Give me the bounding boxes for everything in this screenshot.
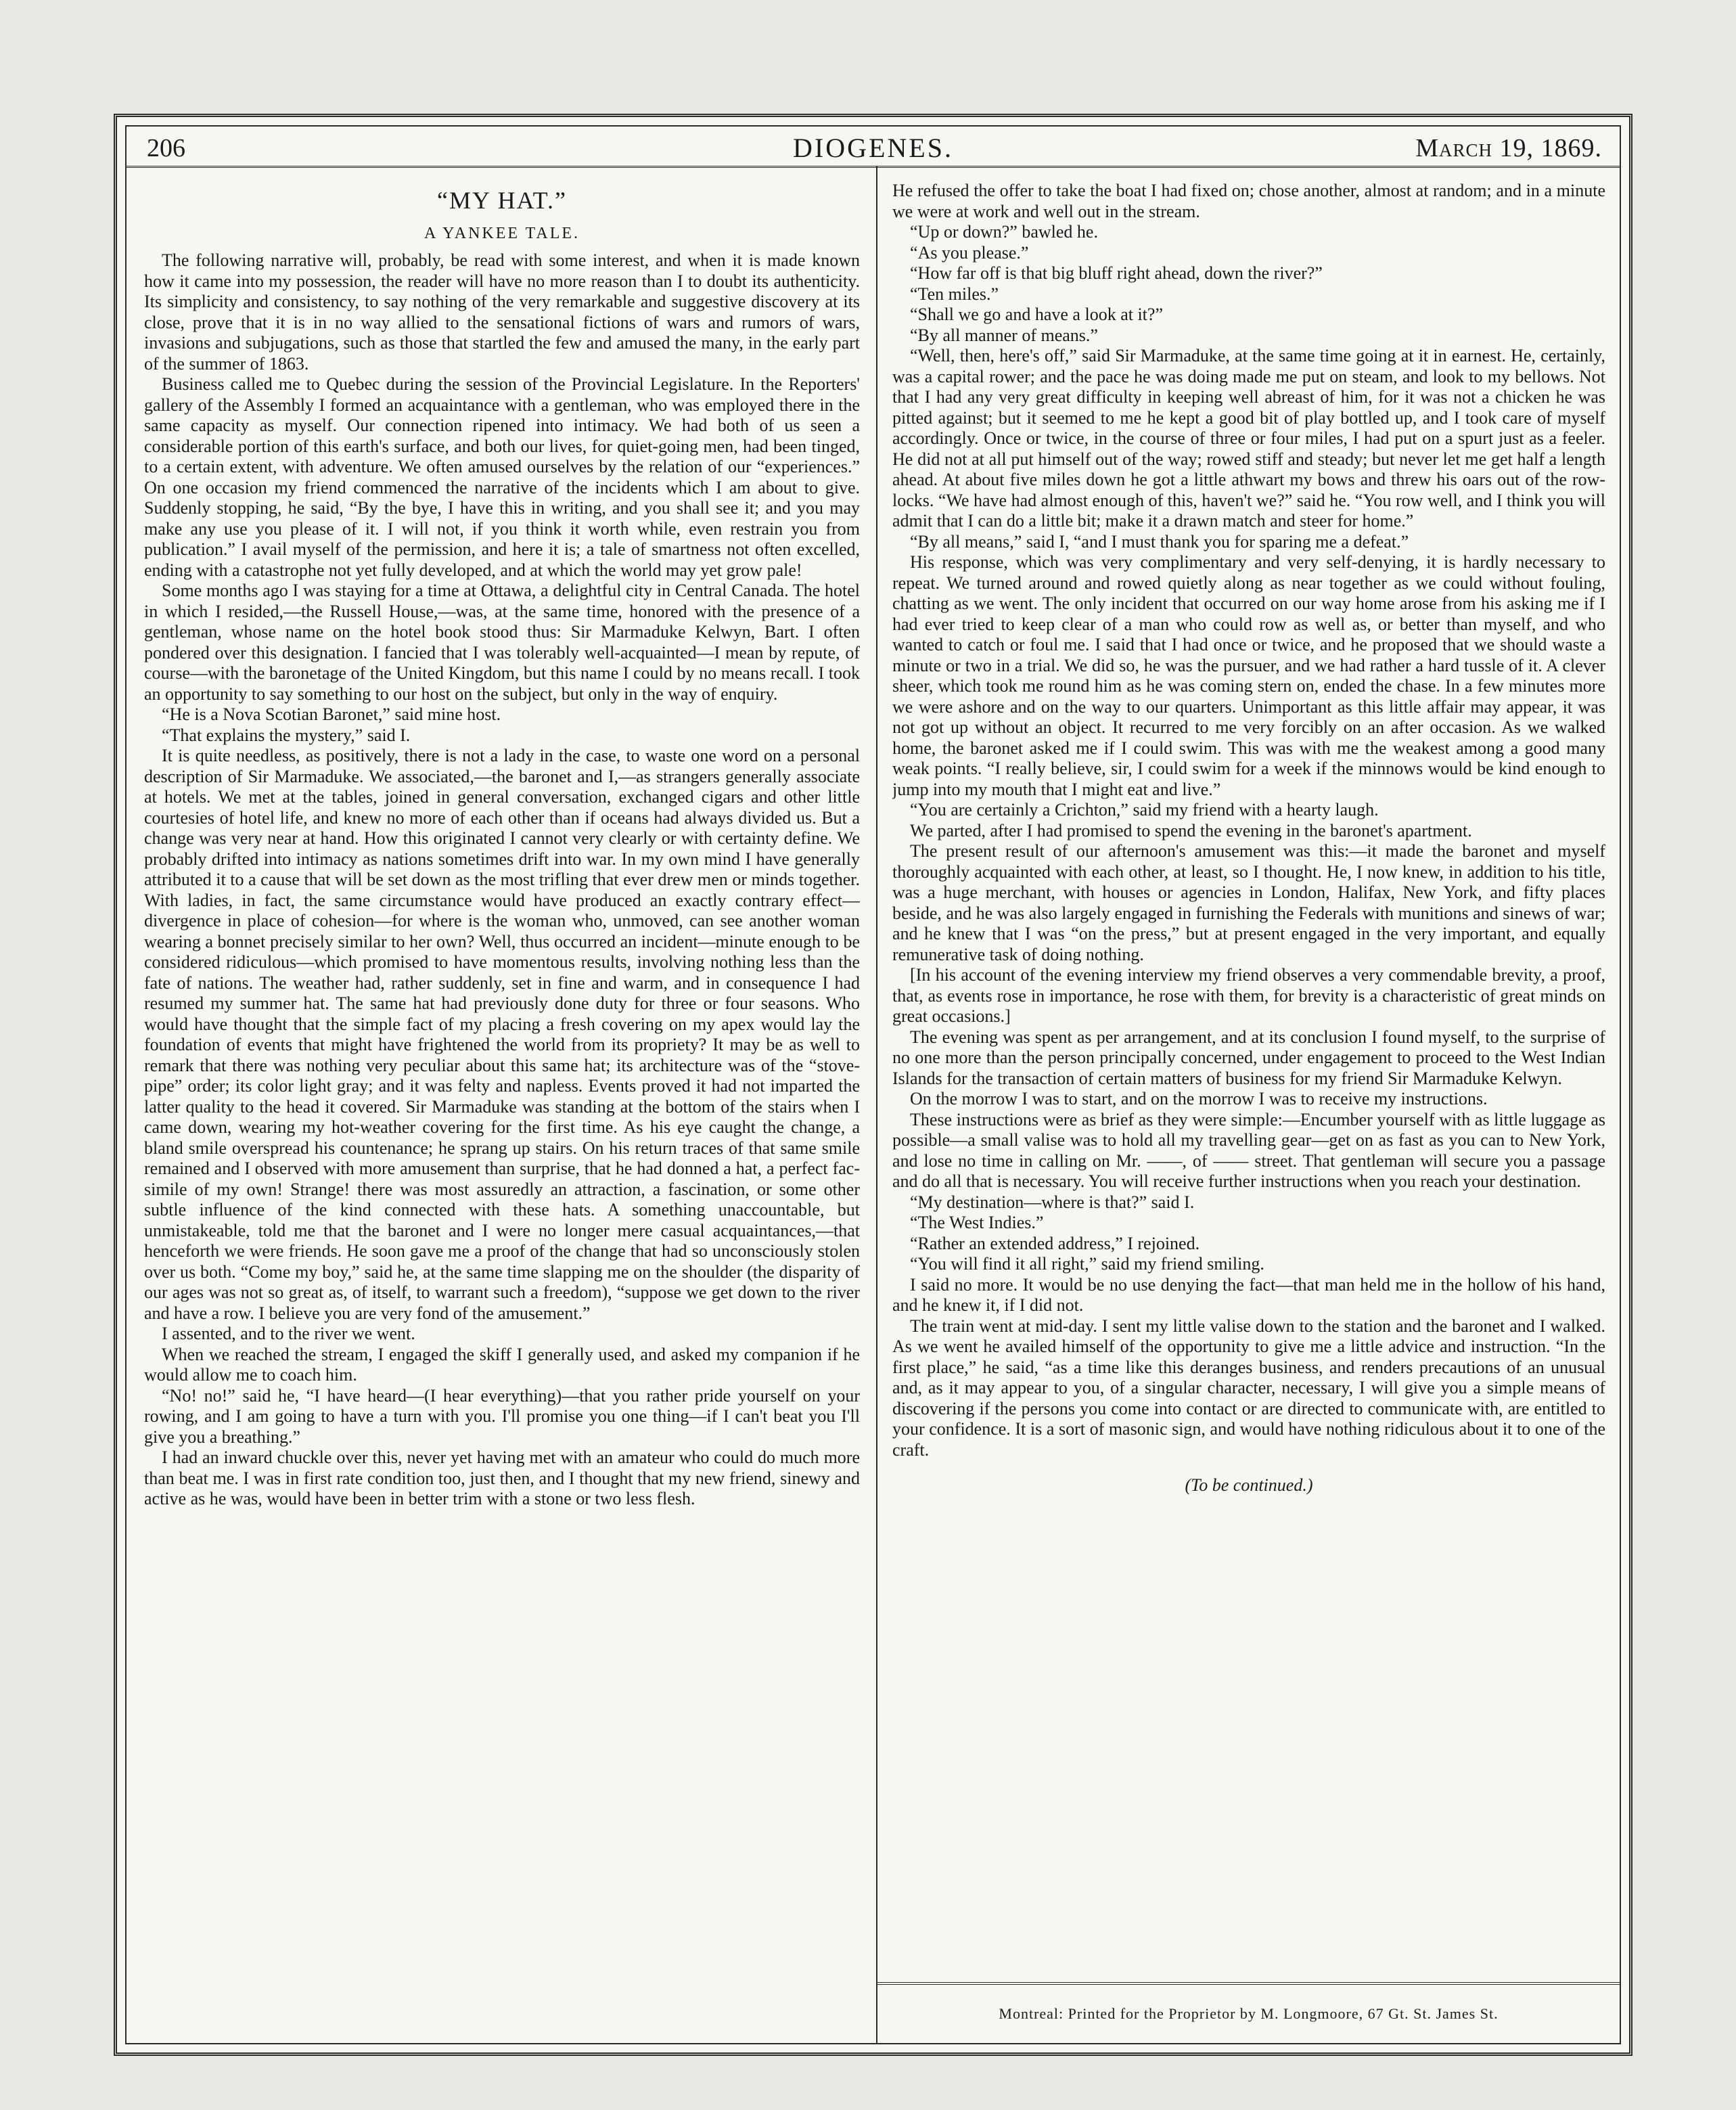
paragraph: I had an inward chuckle over this, never yet having met with an amateur who could do much more than beat me. I was in first rate condition too, just then, and I thought that my new friend, sinewy and active as he was, would have been in better trim with a stone or two less flesh. <box>144 1447 860 1508</box>
paragraph: Some months ago I was staying for a time at Ottawa, a delightful city in Central Canada. The hotel in which I resided,—the Russell House,—was, at the same time, honored with the presence of a gentleman, whose name on the hotel book stood thus: Sir Marmaduke Kelwyn, Bart. I often pondered over this designation. I fancied that I was tolerably well-acquainted—I mean by repute, of course—with the baronetage of the United Kingdom, but this name I could by no means recall. I took an opportunity to say something to our host on the subject, but only in the way of enquiry. <box>144 581 860 704</box>
article-title: “MY HAT.” <box>437 187 567 214</box>
left-column-text <box>144 250 860 1510</box>
paragraph: “Shall we go and have a look at it?” <box>910 305 1163 324</box>
paragraph: It is quite needless, as positively, there is not a lady in the case, to waste one word on a personal description of Sir Marmaduke. We associated,—the baronet and I,—as strangers generally associate at hotels. We met at the tables, joined in general conversation, exchanged cigars and other little courtesies of hotel life, and knew no more of each other than if oceans had always divided us. But a change was very near at hand. How this originated I cannot very clearly or with certainty define. We probably drifted into intimacy as nations sometimes drift into war. In my own mind I have generally attributed it to a cause that will be set down as the most trifling that ever drew men or minds together. With ladies, in fact, the same circumstance would have produced an exactly contrary effect—divergence in place of cohesion—for where is the woman who, unmoved, can see another woman wearing a bonnet precisely similar to her own? Well, thus occurred an incident—minute enough to be considered ridiculous—which promised to have momentous results, involving nothing less than the fate of nations. The weather had, rather suddenly, set in fine and warm, and in consequence I had resumed my summer hat. The same hat had previously done duty for three or four seasons. Who would have thought that the simple fact of my placing a fresh covering on my apex would lay the foundation of events that might have frightened the world from its propriety? It may be as well to remark that there was nothing very peculiar about this same hat; its architecture was of the “stove-pipe” order; its color light gray; and it was felty and napless. Events proved it had not imparted the latter quality to the head it covered. Sir Marmaduke was standing at the bottom of the stairs when I came down, wearing my hot-weather covering for the first time. As his eye caught the change, a bland smile overspread his countenance; he sprang up stairs. On his return traces of that same smile remained and I observed with more amusement than surprise, that he had donned a hat, a perfect fac-simile of my own! Strange! there was most assuredly an attraction, a fascination, or some other subtle influence of the kind connected with these hats. A something unaccountable, but unmistakeable, told me that the baronet and I were no longer mere casual acquaintances,—that henceforth we were friends. He soon gave me a proof of the change that had so unconsciously stolen over us both. “Come my boy,” said he, at the same time slapping me on the shoulder (the disparity of our ages was not so great as, of itself, to warrant such a freedom), “suppose we get down to the river and have a row. I believe you are very fond of the amusement.” <box>144 746 860 1323</box>
issue-date: March 19, 1869. <box>1415 134 1602 162</box>
paragraph: “Ten miles.” <box>910 284 999 304</box>
paragraph: Business called me to Quebec during the session of the Provincial Legislature. In the Reporters' gallery of the Assembly I formed an acquaintance with a gentleman, who was employed there in the same capacity as myself. Our connection ripened into intimacy. We had both of us seen a considerable portion of this earth's surface, and both our lives, for quiet-going men, had been tinged, to a certain extent, with adventure. We often amused ourselves by the relation of our “experiences.” On one occasion my friend commenced the narrative of the incidents which I am about to give. Suddenly stopping, he said, “By the bye, I have this in writing, and you shall see it; and you may make any use you please of it. I will not, if you think it worth while, even restrain you from publication.” I avail myself of the permission, and here it is; a tale of smartness not often excelled, ending with a catastrophe not yet fully developed, and at which the world may yet grow pale! <box>144 374 860 580</box>
paragraph: “Up or down?” bawled he. <box>910 222 1098 242</box>
printer-imprint: Montreal: Printed for the Proprietor by M. Longmoore, 67 Gt. St. James St. <box>877 1982 1620 2043</box>
paragraph: “That explains the mystery,” said I. <box>162 725 411 745</box>
continued-note: (To be continued.) <box>1185 1475 1313 1495</box>
paragraph: “My destination—where is that?” said I. <box>910 1192 1195 1212</box>
paragraph: The train went at mid-day. I sent my little valise down to the station and the baronet and I walked. As we went he availed himself of the opportunity to give me a little advice and instruction. “In the first place,” he said, “as a time like this deranges business, and renders precautions of an unusual and, as it may appear to you, of a singular character, necessary, I will give you a simple means of discovering if the persons you come into contact or are directed to communicate with, are entitled to your confidence. It is a sort of masonic sign, and would have nothing ridiculous about it to one of the craft. <box>892 1316 1605 1460</box>
paragraph: “No! no!” said he, “I have heard—(I hear everything)—that you rather pride yourself on your rowing, and I am going to have a turn with you. I'll promise you one thing—if I can't beat you I'll give you a breathing.” <box>144 1385 860 1447</box>
paragraph: “As you please.” <box>910 242 1029 263</box>
newspaper-title: DIOGENES. <box>793 133 953 163</box>
paragraph: “You are certainly a Crichton,” said my friend with a hearty laugh. <box>910 800 1379 820</box>
paragraph: “How far off is that big bluff right ahead, down the river?” <box>910 263 1323 283</box>
paragraph: “By all manner of means.” <box>910 325 1098 345</box>
column-divider <box>876 166 877 2043</box>
paragraph: His response, which was very complimentary and very self-denying, it is hardly necessary to repeat. We turned around and rowed quietly along as near together as we could without fouling, chatting as we went. The only incident that occurred on our way home arose from his asking me if I had ever tried to keep clear of a man who could row as well as, or better than myself, and who wanted to catch or foul me. I said that I had once or twice, and he proposed that we should waste a minute or two in a trial. We did so, he was the pursuer, and we had rather a hard tussle of it. A clever sheer, which took me round him as he was coming stern on, ended the chase. In a few minutes more we were ashore and on the way to our quarters. Unimportant as this little affair may appear, it was not got up without an object. It recurred to me very forcibly on an after occasion. As we walked home, the baronet asked me if I could swim. This was with me the weakest among a good many weak points. “I really believe, sir, I could swim for a week if the minnows would be kind enough to jump into my mouth that I might eat and live.” <box>892 552 1605 799</box>
paragraph: I assented, and to the river we went. <box>162 1324 415 1343</box>
paragraph: He refused the offer to take the boat I had fixed on; chose another, almost at random; and in a minute we were at work and well out in the stream. <box>892 181 1605 221</box>
paragraph: “The West Indies.” <box>910 1213 1044 1232</box>
paragraph: On the morrow I was to start, and on the morrow I was to receive my instructions. <box>910 1089 1488 1108</box>
paragraph: “Rather an extended address,” I rejoined. <box>910 1233 1200 1253</box>
page-frame <box>125 125 1621 2044</box>
paragraph: We parted, after I had promised to spend the evening in the baronet's apartment. <box>910 820 1472 840</box>
paragraph: The present result of our afternoon's amusement was this:—it made the baronet and myself thoroughly acquainted with each other, at least, so I thought. He, I now knew, in addition to his title, was a huge merchant, with houses or agencies in London, Halifax, New York, and fifty places beside, and he was also largely engaged in furnishing the Federals with munitions and sinews of war; and he knew that I was “on the press,” but at present engaged in the very important, and equally remunerative task of doing nothing. <box>892 841 1605 964</box>
paragraph: [In his account of the evening interview my friend observes a very commendable brevity, a proof, that, as events rose in importance, he rose with them, for brevity is a characteristic of great minds on great occasions.] <box>892 965 1605 1026</box>
article-subtitle: A YANKEE TALE. <box>424 224 580 242</box>
paragraph: “By all means,” said I, “and I must thank you for sparing me a defeat.” <box>910 531 1409 552</box>
page-number: 206 <box>147 134 185 162</box>
left-column <box>144 181 860 2023</box>
newspaper-page <box>114 114 1632 2056</box>
paragraph: When we reached the stream, I engaged the skiff I generally used, and asked my companion if he would allow me to coach him. <box>144 1344 860 1385</box>
paragraph: The evening was spent as per arrangement, and at its conclusion I found myself, to the surprise of no one more than the person principally concerned, under engagement to proceed to the West Indian Islands for the transaction of certain matters of business for my friend Sir Marmaduke Kelwyn. <box>892 1027 1605 1088</box>
page-header <box>127 127 1620 168</box>
paragraph: “You will find it all right,” said my friend smiling. <box>910 1254 1264 1274</box>
right-column <box>892 181 1605 1962</box>
paragraph: The following narrative will, probably, be read with some interest, and when it is made known how it came into my possession, the reader will have no more reason than I to doubt its authenticity. Its simplicity and consistency, to say nothing of the very remarkable and suggestive discovery at its close, prove that it is in no way allied to the sensational fictions of wars and rumors of wars, invasions and subjugations, such as those that startled the few and amused the many, in the early part of the summer of 1863. <box>144 250 860 374</box>
paragraph: These instructions were as brief as they were simple:—Encumber yourself with as little luggage as possible—a small valise was to hold all my travelling gear—get on as fast as you can to New York, and lose no time in calling on Mr. ——, of —— street. That gentleman will secure you a passage and do all that is necessary. You will receive further instructions when you reach your destination. <box>892 1109 1605 1191</box>
paragraph: “Well, then, here's off,” said Sir Marmaduke, at the same time going at it in earnest. He, certainly, was a capital rower; and the pace he was doing made me put on steam, and look to my bellows. Not that I had any very great difficulty in keeping well abreast of him, for it was not a chicken he was pitted against; but it seemed to me he kept a good bit of play bottled up, and I took care of myself accordingly. Once or twice, in the course of three or four miles, I had put on a spurt just as a feeler. He did not at all put himself out of the way; rowed stiff and steady; but never let me get half a length ahead. At about five miles down he got a little athwart my bows and threw his oars out of the row-locks. “We have had almost enough of this, haven't we?” said he. “You row well, and I think you will admit that I can do a little bit; make it a drawn match and steer for home.” <box>892 346 1605 531</box>
right-column-text <box>892 181 1605 1460</box>
paragraph: “He is a Nova Scotian Baronet,” said mine host. <box>162 704 501 724</box>
paragraph: I said no more. It would be no use denying the fact—that man held me in the hollow of his hand, and he knew it, if I did not. <box>892 1274 1605 1315</box>
